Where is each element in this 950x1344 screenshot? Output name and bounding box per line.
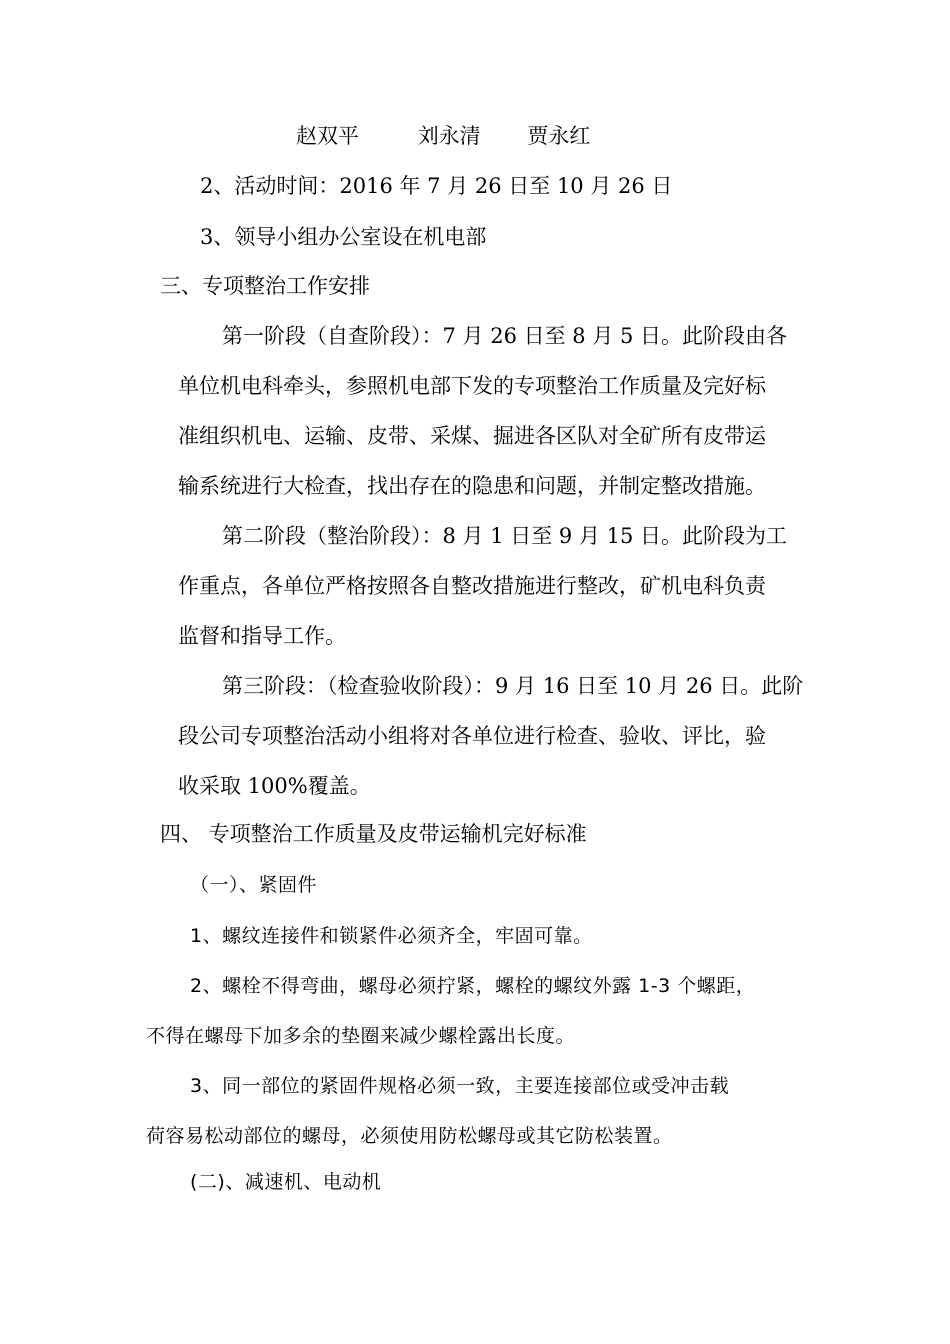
phase-2-line-3: 监督和指导工作。 [178, 624, 346, 648]
phase-2-line-2: 作重点，各单位严格按照各自整改措施进行整改，矿机电科负责 [178, 574, 766, 598]
phase-1-line-3: 准组织机电、运输、皮带、采煤、掘进各区队对全矿所有皮带运 [178, 424, 766, 448]
section-3-heading: 三、专项整治工作安排 [160, 274, 370, 298]
subsection-2-heading: (二)、减速机、电动机 [190, 1171, 382, 1193]
name-3: 贾永红 [527, 124, 591, 148]
subsection-1-heading: （一）、紧固件 [190, 874, 318, 896]
item-2-line-2: 不得在螺母下加多余的垫圈来减少螺栓露出长度。 [146, 1025, 576, 1047]
item-1: 1、螺纹连接件和锁紧件必须齐全，牢固可靠。 [190, 925, 593, 947]
phase-3-line-2: 段公司专项整治活动小组将对各单位进行检查、验收、评比，验 [178, 724, 766, 748]
leader-names [296, 122, 590, 150]
phase-3-line-3: 收采取 100%覆盖。 [178, 774, 371, 798]
phase-3-line-1: 第三阶段：（检查验收阶段）：9 月 16 日至 10 月 26 日。此阶 [222, 674, 804, 698]
name-2: 刘永清 [417, 124, 481, 148]
phase-2-line-1: 第二阶段（整治阶段）：8 月 1 日至 9 月 15 日。此阶段为工 [222, 524, 788, 548]
phase-1-line-1: 第一阶段（自查阶段）：7 月 26 日至 8 月 5 日。此阶段由各 [222, 324, 788, 348]
item-3-line-1: 3、同一部位的紧固件规格必须一致，主要连接部位或受冲击载 [190, 1075, 730, 1097]
item-2-line-1: 2、螺栓不得弯曲，螺母必须拧紧，螺栓的螺纹外露 1-3 个螺距， [190, 975, 756, 997]
item-3-line-2: 荷容易松动部位的螺母，必须使用防松螺母或其它防松装置。 [146, 1125, 673, 1147]
section-4-heading: 四、 专项整治工作质量及皮带运输机完好标准 [160, 822, 587, 846]
activity-time: 2、活动时间：2016 年 7 月 26 日至 10 月 26 日 [200, 174, 673, 198]
phase-1-line-2: 单位机电科牵头，参照机电部下发的专项整治工作质量及完好标 [178, 374, 766, 398]
phase-1-line-4: 输系统进行大检查，找出存在的隐患和问题，并制定整改措施。 [178, 474, 766, 498]
name-1: 赵双平 [296, 124, 359, 148]
office-location: 3、领导小组办公室设在机电部 [200, 225, 487, 249]
